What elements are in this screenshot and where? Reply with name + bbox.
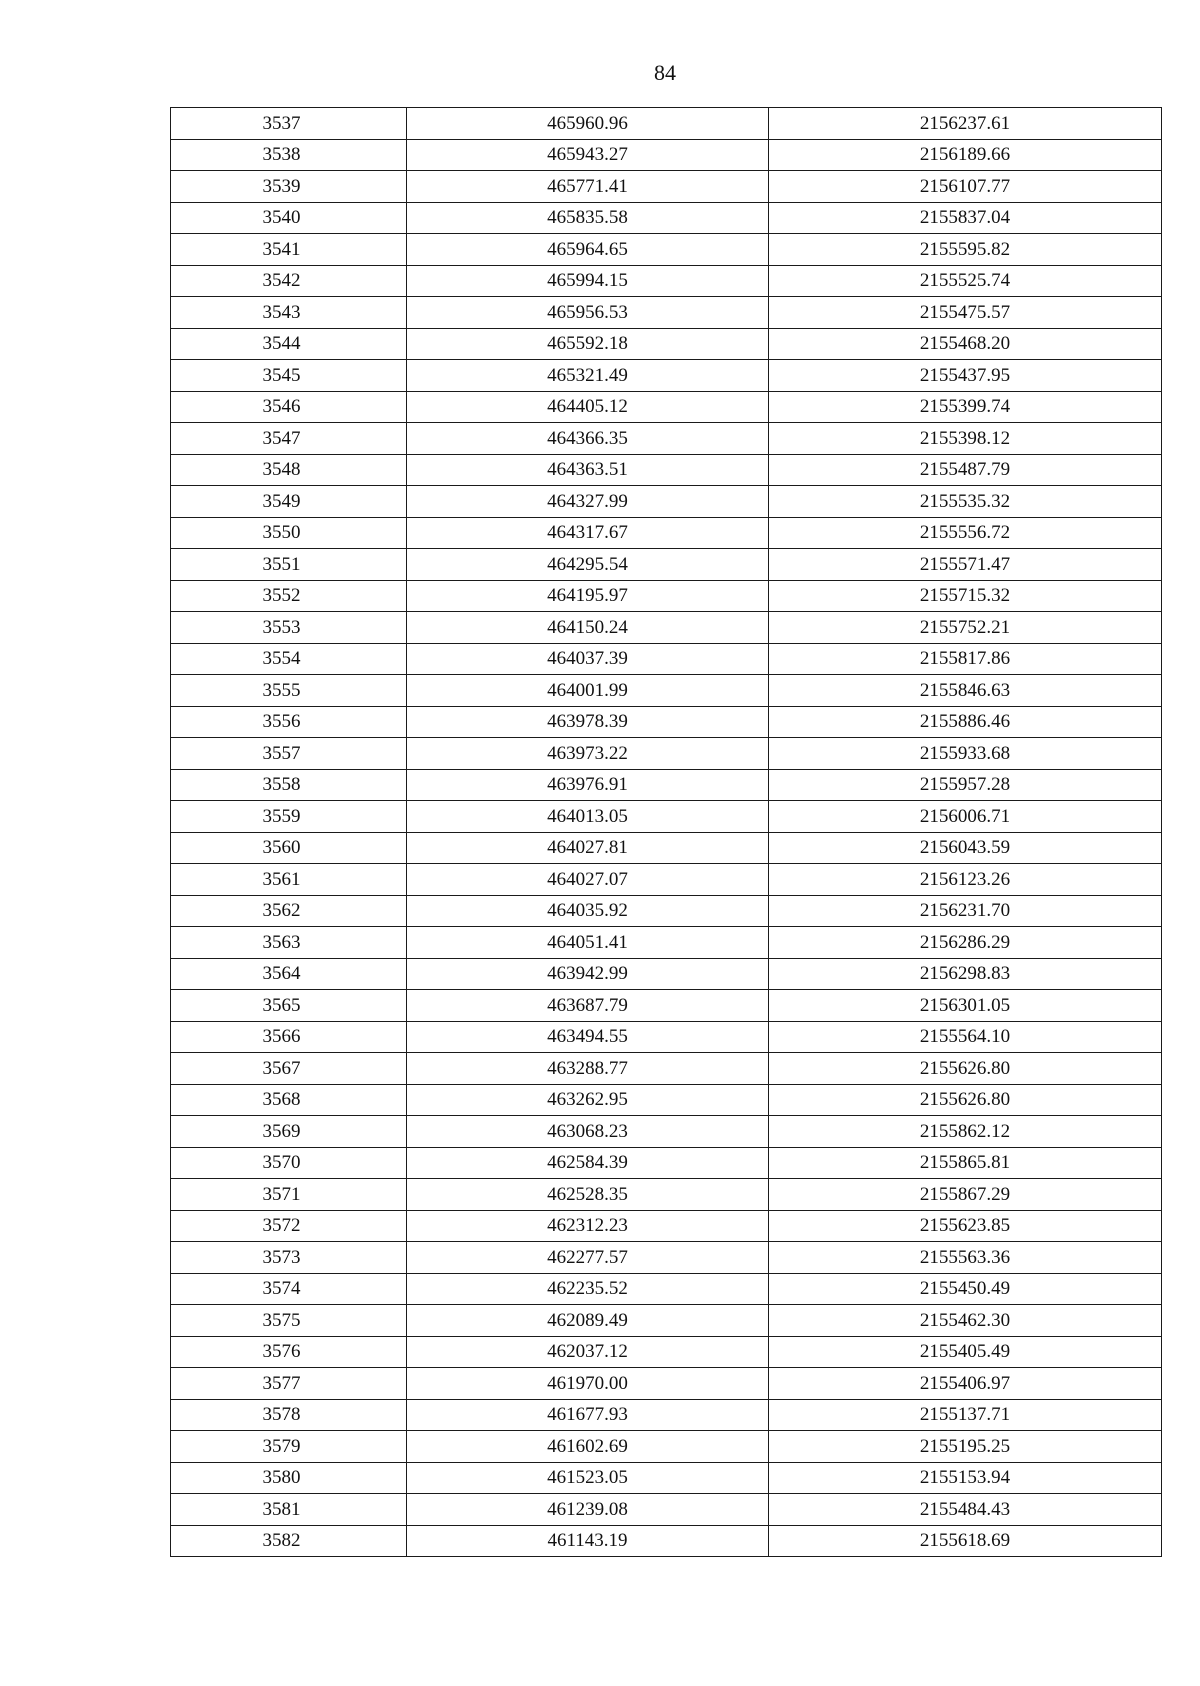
cell-id: 3553 [171, 612, 407, 644]
table-row [171, 675, 1162, 707]
cell-x: 463976.91 [407, 769, 769, 801]
table-row [171, 738, 1162, 770]
cell-y: 2155399.74 [769, 391, 1162, 423]
cell-id: 3548 [171, 454, 407, 486]
cell-id: 3571 [171, 1179, 407, 1211]
cell-y: 2155752.21 [769, 612, 1162, 644]
cell-x: 461970.00 [407, 1368, 769, 1400]
cell-x: 464027.81 [407, 832, 769, 864]
cell-x: 464013.05 [407, 801, 769, 833]
coordinate-table-body [171, 108, 1162, 1557]
table-row [171, 486, 1162, 518]
table-row [171, 202, 1162, 234]
cell-y: 2156301.05 [769, 990, 1162, 1022]
cell-y: 2156107.77 [769, 171, 1162, 203]
cell-y: 2156286.29 [769, 927, 1162, 959]
table-row [171, 1305, 1162, 1337]
cell-x: 462235.52 [407, 1273, 769, 1305]
table-row [171, 328, 1162, 360]
cell-id: 3538 [171, 139, 407, 171]
cell-y: 2155595.82 [769, 234, 1162, 266]
cell-id: 3563 [171, 927, 407, 959]
cell-id: 3572 [171, 1210, 407, 1242]
cell-y: 2155462.30 [769, 1305, 1162, 1337]
cell-id: 3560 [171, 832, 407, 864]
cell-id: 3554 [171, 643, 407, 675]
cell-y: 2155626.80 [769, 1084, 1162, 1116]
cell-y: 2155571.47 [769, 549, 1162, 581]
table-row [171, 769, 1162, 801]
cell-id: 3582 [171, 1525, 407, 1557]
cell-x: 465321.49 [407, 360, 769, 392]
cell-x: 461677.93 [407, 1399, 769, 1431]
cell-y: 2155846.63 [769, 675, 1162, 707]
cell-y: 2155437.95 [769, 360, 1162, 392]
cell-y: 2155837.04 [769, 202, 1162, 234]
table-row [171, 549, 1162, 581]
table-row [171, 1494, 1162, 1526]
cell-id: 3579 [171, 1431, 407, 1463]
cell-x: 464405.12 [407, 391, 769, 423]
cell-x: 464295.54 [407, 549, 769, 581]
coordinate-table [170, 107, 1162, 1557]
cell-x: 464037.39 [407, 643, 769, 675]
cell-x: 464366.35 [407, 423, 769, 455]
cell-y: 2155487.79 [769, 454, 1162, 486]
cell-y: 2155715.32 [769, 580, 1162, 612]
table-row [171, 517, 1162, 549]
cell-y: 2155957.28 [769, 769, 1162, 801]
cell-y: 2155626.80 [769, 1053, 1162, 1085]
cell-x: 462584.39 [407, 1147, 769, 1179]
table-row [171, 1431, 1162, 1463]
cell-x: 463942.99 [407, 958, 769, 990]
cell-y: 2155817.86 [769, 643, 1162, 675]
cell-y: 2155153.94 [769, 1462, 1162, 1494]
cell-id: 3547 [171, 423, 407, 455]
table-row [171, 1084, 1162, 1116]
cell-id: 3545 [171, 360, 407, 392]
table-row [171, 171, 1162, 203]
table-row [171, 265, 1162, 297]
cell-x: 465960.96 [407, 108, 769, 140]
table-row [171, 391, 1162, 423]
cell-y: 2155450.49 [769, 1273, 1162, 1305]
table-row [171, 297, 1162, 329]
cell-y: 2155195.25 [769, 1431, 1162, 1463]
cell-y: 2156298.83 [769, 958, 1162, 990]
cell-id: 3541 [171, 234, 407, 266]
table-row [171, 454, 1162, 486]
cell-y: 2155867.29 [769, 1179, 1162, 1211]
table-row [171, 643, 1162, 675]
table-row [171, 1242, 1162, 1274]
cell-id: 3573 [171, 1242, 407, 1274]
cell-y: 2155535.32 [769, 486, 1162, 518]
cell-id: 3581 [171, 1494, 407, 1526]
table-row [171, 706, 1162, 738]
page-number: 84 [654, 60, 676, 85]
cell-y: 2155564.10 [769, 1021, 1162, 1053]
table-row [171, 1210, 1162, 1242]
cell-id: 3546 [171, 391, 407, 423]
table-row [171, 139, 1162, 171]
table-row [171, 1273, 1162, 1305]
cell-y: 2155475.57 [769, 297, 1162, 329]
cell-id: 3575 [171, 1305, 407, 1337]
cell-x: 465956.53 [407, 297, 769, 329]
cell-x: 464317.67 [407, 517, 769, 549]
cell-id: 3549 [171, 486, 407, 518]
cell-x: 464035.92 [407, 895, 769, 927]
cell-id: 3557 [171, 738, 407, 770]
cell-id: 3556 [171, 706, 407, 738]
table-row [171, 990, 1162, 1022]
table-row [171, 612, 1162, 644]
table-row [171, 1116, 1162, 1148]
cell-id: 3543 [171, 297, 407, 329]
cell-x: 463068.23 [407, 1116, 769, 1148]
cell-id: 3578 [171, 1399, 407, 1431]
cell-id: 3577 [171, 1368, 407, 1400]
cell-y: 2155563.36 [769, 1242, 1162, 1274]
table-row [171, 1021, 1162, 1053]
cell-id: 3561 [171, 864, 407, 896]
table-row [171, 1368, 1162, 1400]
cell-y: 2156123.26 [769, 864, 1162, 896]
cell-id: 3564 [171, 958, 407, 990]
table-row [171, 1399, 1162, 1431]
table-row [171, 234, 1162, 266]
cell-y: 2155865.81 [769, 1147, 1162, 1179]
cell-x: 465592.18 [407, 328, 769, 360]
cell-x: 461239.08 [407, 1494, 769, 1526]
cell-x: 463494.55 [407, 1021, 769, 1053]
cell-id: 3569 [171, 1116, 407, 1148]
cell-id: 3559 [171, 801, 407, 833]
cell-id: 3552 [171, 580, 407, 612]
table-row [171, 1336, 1162, 1368]
table-row [171, 801, 1162, 833]
table-row [171, 832, 1162, 864]
cell-id: 3542 [171, 265, 407, 297]
cell-x: 462037.12 [407, 1336, 769, 1368]
cell-id: 3562 [171, 895, 407, 927]
cell-id: 3576 [171, 1336, 407, 1368]
cell-id: 3574 [171, 1273, 407, 1305]
cell-x: 464363.51 [407, 454, 769, 486]
cell-id: 3580 [171, 1462, 407, 1494]
cell-id: 3544 [171, 328, 407, 360]
cell-x: 462089.49 [407, 1305, 769, 1337]
cell-y: 2155484.43 [769, 1494, 1162, 1526]
cell-y: 2156189.66 [769, 139, 1162, 171]
cell-y: 2155406.97 [769, 1368, 1162, 1400]
cell-id: 3567 [171, 1053, 407, 1085]
cell-x: 464051.41 [407, 927, 769, 959]
cell-x: 465943.27 [407, 139, 769, 171]
table-row [171, 580, 1162, 612]
cell-id: 3540 [171, 202, 407, 234]
cell-y: 2155623.85 [769, 1210, 1162, 1242]
cell-y: 2155886.46 [769, 706, 1162, 738]
cell-y: 2155398.12 [769, 423, 1162, 455]
cell-x: 465994.15 [407, 265, 769, 297]
cell-y: 2156231.70 [769, 895, 1162, 927]
cell-x: 463262.95 [407, 1084, 769, 1116]
cell-y: 2155618.69 [769, 1525, 1162, 1557]
cell-x: 464195.97 [407, 580, 769, 612]
cell-x: 462277.57 [407, 1242, 769, 1274]
cell-x: 462528.35 [407, 1179, 769, 1211]
cell-y: 2156006.71 [769, 801, 1162, 833]
table-row [171, 1525, 1162, 1557]
cell-x: 461143.19 [407, 1525, 769, 1557]
cell-y: 2155405.49 [769, 1336, 1162, 1368]
cell-x: 463978.39 [407, 706, 769, 738]
cell-id: 3537 [171, 108, 407, 140]
table-row [171, 1053, 1162, 1085]
cell-y: 2155862.12 [769, 1116, 1162, 1148]
cell-x: 465964.65 [407, 234, 769, 266]
cell-x: 463288.77 [407, 1053, 769, 1085]
table-row [171, 1179, 1162, 1211]
cell-id: 3568 [171, 1084, 407, 1116]
table-row [171, 895, 1162, 927]
table-row [171, 423, 1162, 455]
cell-id: 3570 [171, 1147, 407, 1179]
table-row [171, 864, 1162, 896]
cell-x: 464001.99 [407, 675, 769, 707]
cell-y: 2156237.61 [769, 108, 1162, 140]
cell-x: 461523.05 [407, 1462, 769, 1494]
cell-y: 2155525.74 [769, 265, 1162, 297]
cell-id: 3539 [171, 171, 407, 203]
cell-id: 3555 [171, 675, 407, 707]
table-row [171, 360, 1162, 392]
cell-x: 464150.24 [407, 612, 769, 644]
table-row [171, 927, 1162, 959]
cell-x: 463687.79 [407, 990, 769, 1022]
cell-y: 2156043.59 [769, 832, 1162, 864]
table-row [171, 108, 1162, 140]
cell-y: 2155468.20 [769, 328, 1162, 360]
cell-x: 465771.41 [407, 171, 769, 203]
cell-y: 2155556.72 [769, 517, 1162, 549]
cell-y: 2155137.71 [769, 1399, 1162, 1431]
table-row [171, 1462, 1162, 1494]
cell-id: 3550 [171, 517, 407, 549]
cell-id: 3551 [171, 549, 407, 581]
cell-x: 462312.23 [407, 1210, 769, 1242]
cell-id: 3566 [171, 1021, 407, 1053]
cell-id: 3565 [171, 990, 407, 1022]
table-row [171, 958, 1162, 990]
cell-x: 464027.07 [407, 864, 769, 896]
cell-x: 463973.22 [407, 738, 769, 770]
cell-x: 465835.58 [407, 202, 769, 234]
cell-x: 464327.99 [407, 486, 769, 518]
cell-x: 461602.69 [407, 1431, 769, 1463]
table-row [171, 1147, 1162, 1179]
cell-id: 3558 [171, 769, 407, 801]
cell-y: 2155933.68 [769, 738, 1162, 770]
